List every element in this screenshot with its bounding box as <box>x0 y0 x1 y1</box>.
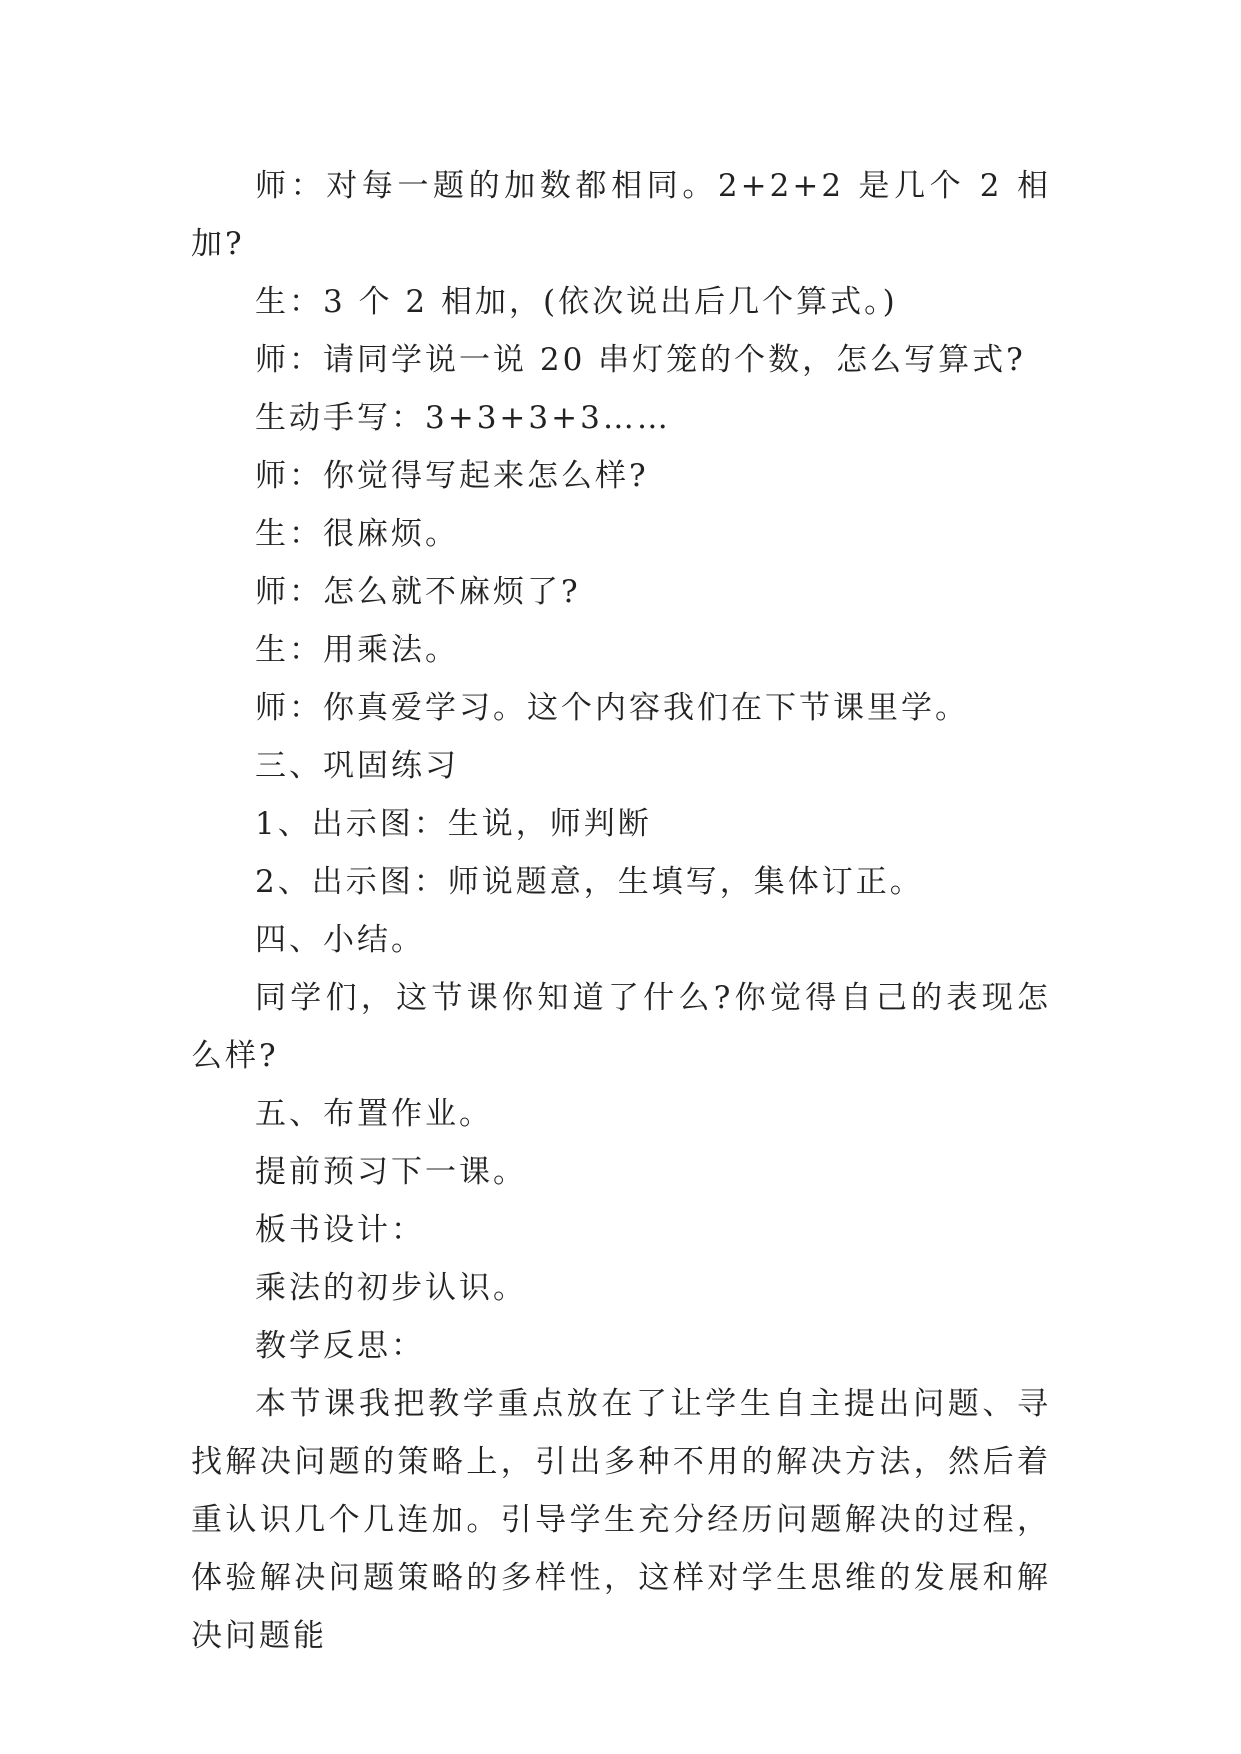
section-heading: 四、小结。 <box>255 922 425 958</box>
paragraph: 提前预习下一课。 <box>255 1154 527 1190</box>
paragraph: 1、出示图：生说，师判断 <box>255 806 652 842</box>
paragraph: 同学们，这节课你知道了什么?你觉得自己的表现怎么样? <box>191 980 1051 1074</box>
paragraph: 生：用乘法。 <box>255 632 459 668</box>
paragraph: 生动手写：3+3+3+3…… <box>255 400 671 436</box>
paragraph: 生：很麻烦。 <box>255 516 459 552</box>
paragraph: 师：你觉得写起来怎么样? <box>255 458 649 494</box>
section-heading: 五、布置作业。 <box>255 1096 493 1132</box>
section-heading: 三、巩固练习 <box>255 748 459 784</box>
paragraph: 生：3 个 2 相加，(依次说出后几个算式。) <box>255 284 898 320</box>
paragraph: 师：对每一题的加数都相同。2+2+2 是几个 2 相加? <box>191 168 1051 262</box>
paragraph: 师：你真爱学习。这个内容我们在下节课里学。 <box>255 690 969 726</box>
paragraph: 板书设计： <box>255 1212 425 1248</box>
paragraph: 师：怎么就不麻烦了? <box>255 574 581 610</box>
paragraph: 2、出示图：师说题意，生填写，集体订正。 <box>255 864 924 900</box>
paragraph: 教学反思： <box>255 1328 425 1364</box>
paragraph: 本节课我把教学重点放在了让学生自主提出问题、寻找解决问题的策略上，引出多种不用的解决方法，然后着重认识几个几连加。引导学生充分经历问题解决的过程，体验解决问题策略的多样性，这样对学生思维的发展和解决问题能 <box>191 1386 1051 1654</box>
paragraph: 乘法的初步认识。 <box>255 1270 527 1306</box>
paragraph: 师：请同学说一说 20 串灯笼的个数，怎么写算式? <box>255 342 1026 378</box>
document-body <box>191 157 1051 1665</box>
